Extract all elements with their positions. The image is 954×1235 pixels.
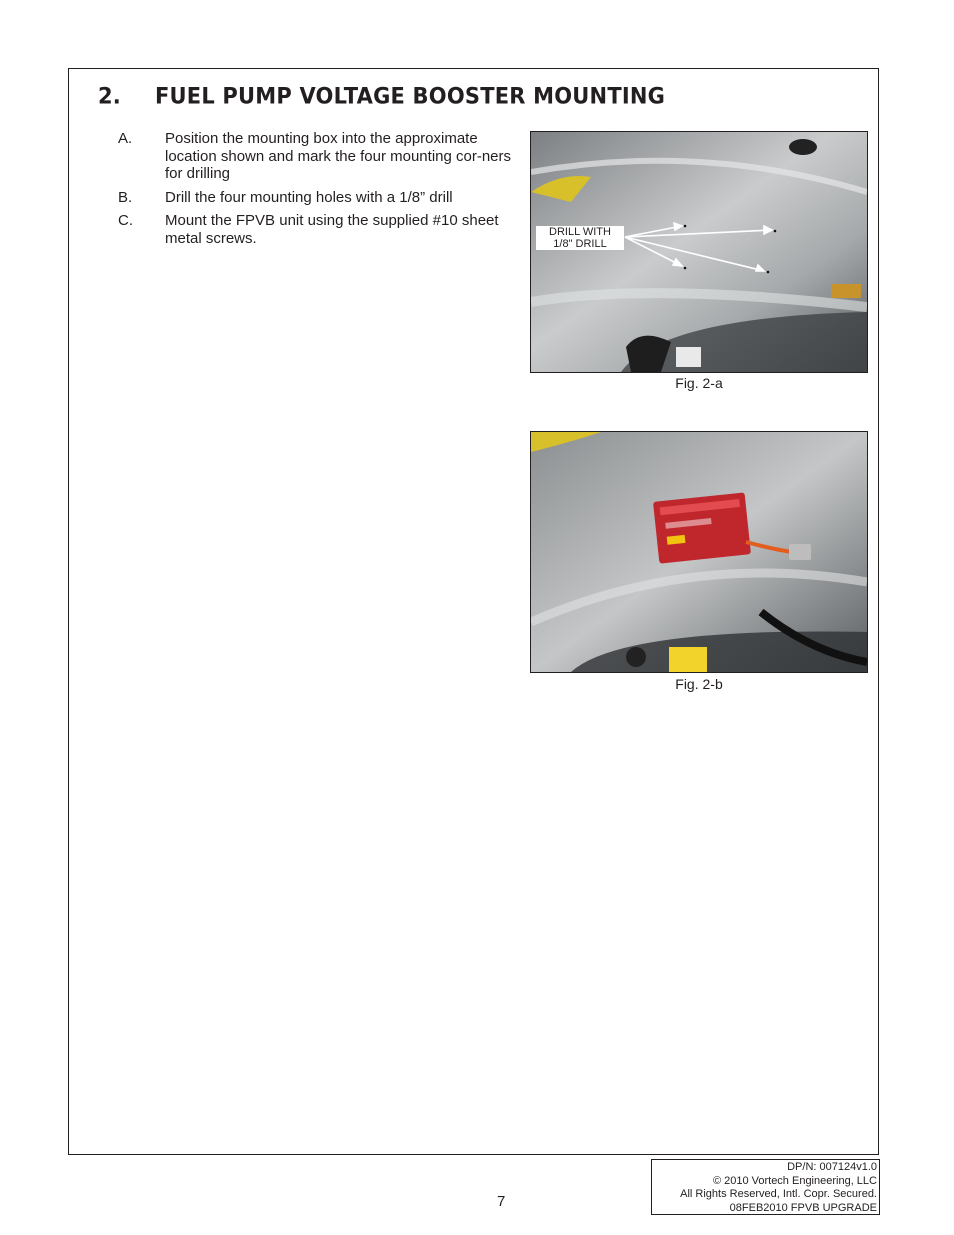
section-heading xyxy=(98,83,665,108)
footer-info-box xyxy=(651,1159,880,1215)
step-text: Drill the four mounting holes with a 1/8” drill xyxy=(165,188,453,206)
step-b xyxy=(118,189,520,207)
step-letter: A. xyxy=(118,130,133,147)
footer-revision: 08FEB2010 FPVB UPGRADE xyxy=(729,1201,877,1214)
page-number: 7 xyxy=(497,1193,506,1210)
drill-arrows xyxy=(530,131,868,373)
footer-copyright: © 2010 Vortech Engineering, LLC xyxy=(712,1174,877,1187)
step-text: Mount the FPVB unit using the supplied #10 sheet metal screws. xyxy=(165,212,499,247)
step-a xyxy=(118,130,520,183)
instruction-steps xyxy=(118,130,520,253)
footer-rights: All Rights Reserved, Intl. Copr. Secured. xyxy=(680,1188,877,1200)
figure-2a-caption: Fig. 2-a xyxy=(675,375,723,391)
step-letter: C. xyxy=(118,212,133,229)
step-text: Position the mounting box into the approximate location shown and mark the four mounting cor-ners for drilling xyxy=(165,130,512,182)
figure-2b-photo xyxy=(530,431,868,673)
callout-line-2: 1/8" DRILL xyxy=(553,238,607,250)
footer-part-number: DP/N: 007124v1.0 xyxy=(787,1161,877,1173)
section-number: 2. xyxy=(98,83,121,109)
section-title: FUEL PUMP VOLTAGE BOOSTER MOUNTING xyxy=(155,83,666,109)
figure-2b-caption: Fig. 2-b xyxy=(675,676,723,692)
step-letter: B. xyxy=(118,188,133,206)
step-c xyxy=(118,212,520,247)
callout-line-1: DRILL WITH xyxy=(549,226,611,238)
